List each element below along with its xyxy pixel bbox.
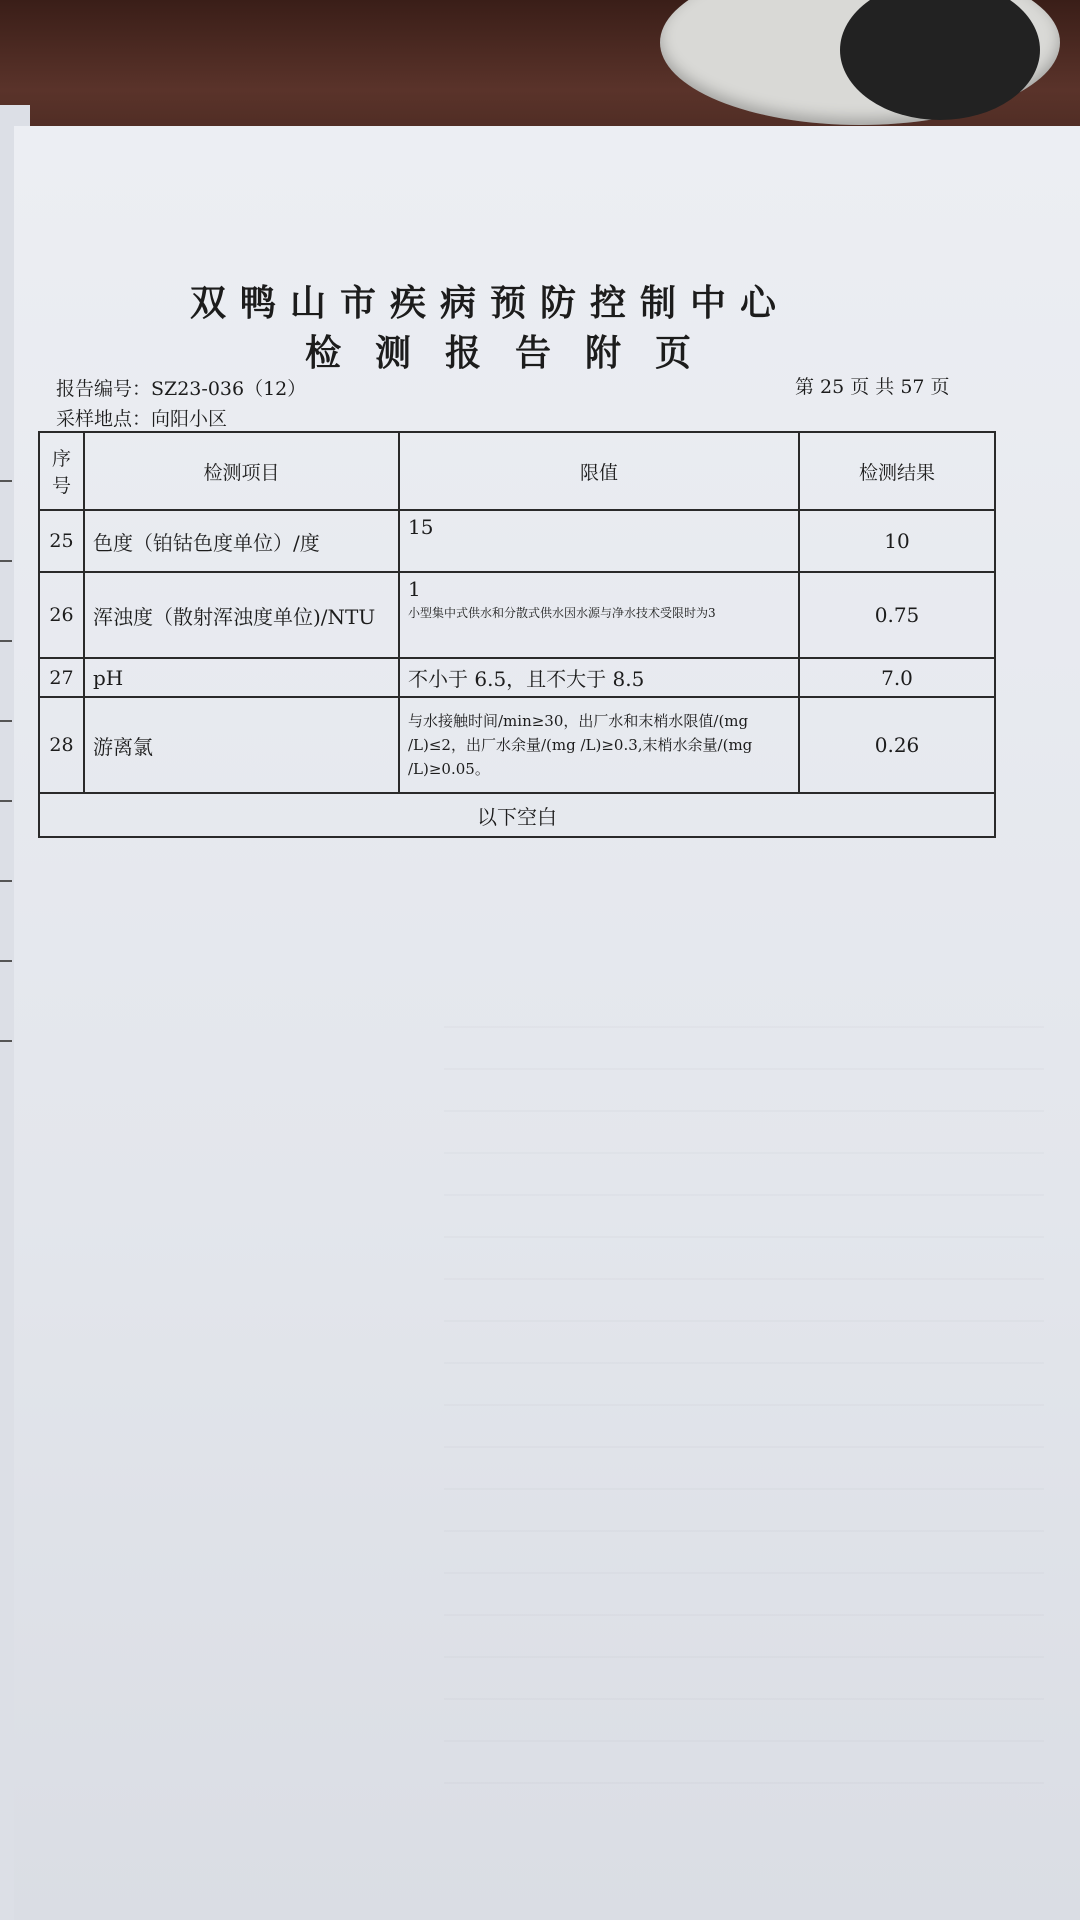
row-limit [399,697,799,793]
row-result: 0.75 [799,572,995,658]
results-table [38,431,996,838]
limit-value: 与水接触时间/min≥30，出厂水和末梢水限值/(mg /L)≤2，出厂水余量/(mg /L)≥0.3,末梢水余量/(mg /L)≥0.05。 [408,712,753,778]
header-result: 检测结果 [799,432,995,510]
row-limit: 不小于 6.5，且不大于 8.5 [399,658,799,697]
sampling-site: 采样地点：向阳小区 [56,408,228,430]
row-limit [399,572,799,658]
table-row [39,510,995,572]
table-header-row [39,432,995,510]
row-no: 28 [39,697,84,793]
limit-value: 1 [408,577,421,601]
blank-below-note: 以下空白 [39,793,995,837]
row-limit [399,510,799,572]
row-result: 7.0 [799,658,995,697]
row-no: 27 [39,658,84,697]
row-result: 10 [799,510,995,572]
table-footer-row [39,793,995,837]
row-result: 0.26 [799,697,995,793]
row-no: 25 [39,510,84,572]
header-no: 序号 [39,432,84,510]
row-no: 26 [39,572,84,658]
table-row [39,658,995,697]
row-item: 游离氯 [84,697,399,793]
table-row [39,572,995,658]
row-item: pH [84,658,399,697]
organization-title: 双鸭山市疾病预防控制中心 [190,282,791,324]
page-indicator: 第 25 页 共 57 页 [795,376,950,398]
report-number: 报告编号：SZ23-036（12） [56,378,307,400]
row-item: 浑浊度（散射浑浊度单位)/NTU [84,572,399,658]
header-limit: 限值 [399,432,799,510]
header-item: 检测项目 [84,432,399,510]
row-item: 色度（铂钴色度单位）/度 [84,510,399,572]
limit-value: 15 [408,515,434,539]
report-title: 检测报告附页 [305,332,726,374]
table-row [39,697,995,793]
limit-note: 小型集中式供水和分散式供水因水源与净水技术受限时为3 [408,606,716,620]
